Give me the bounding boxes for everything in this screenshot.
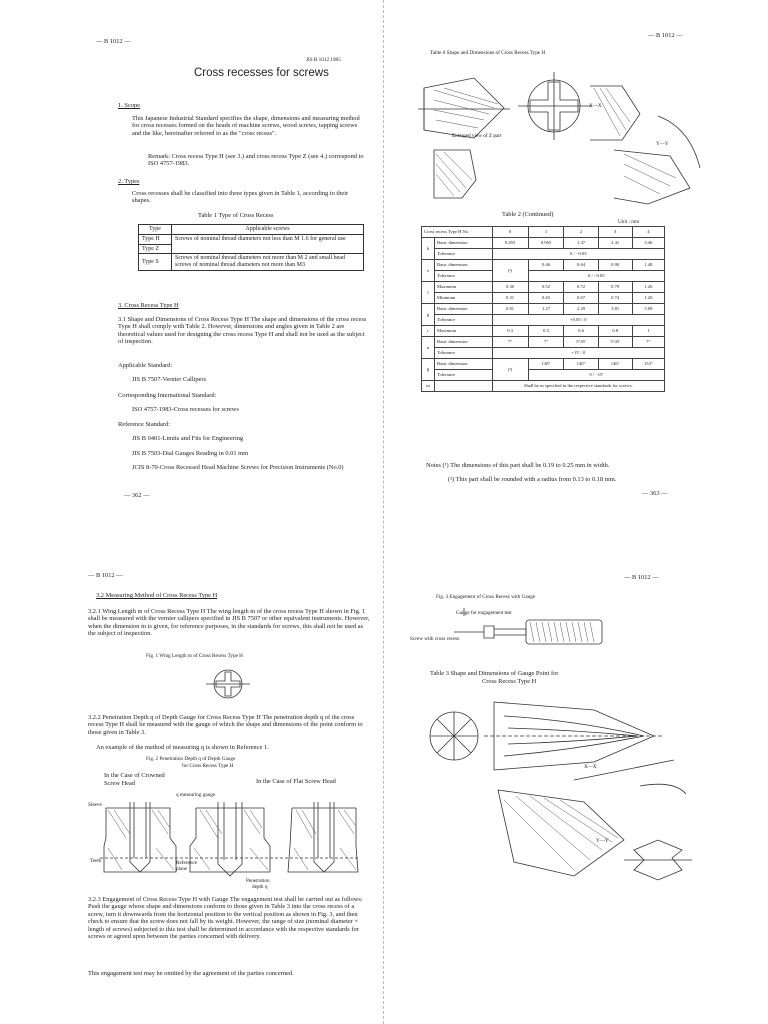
table2-cell: 1 xyxy=(632,326,664,337)
table3-caption-line1: Table 3 Shape and Dimensions of Gauge Point for xyxy=(430,670,559,677)
label-sleeve: Sleeve xyxy=(88,802,102,808)
table2-cell: 7° xyxy=(492,337,528,348)
table2-label xyxy=(435,381,493,392)
table2-cell: 7° xyxy=(528,337,564,348)
table2-cell: 2.29 xyxy=(564,304,598,315)
table2-cell: 0.3 xyxy=(492,326,528,337)
table-row xyxy=(139,254,364,271)
table2-cell: 0 / −0.03 xyxy=(492,249,664,260)
table2-cell: Shall be as specified in the respective standards for screws. xyxy=(492,381,664,392)
table2-col-2: 2 xyxy=(564,227,598,238)
table2-cell: 5°45' xyxy=(564,337,598,348)
table2-cell: 0 / −0.05 xyxy=(528,271,664,282)
page-365 xyxy=(384,512,768,1024)
section-scope-body: This Japanese Industrial Standard specifies the shape, dimensions and measuring method for cross recesses formed on the heads of machine screws, wood screws, tapping screws and the like, hereinafter referred to as the "cross recess". xyxy=(132,115,360,137)
table2-sym-b: b xyxy=(422,238,435,260)
table2-cell: 0.5 xyxy=(528,326,564,337)
table-row xyxy=(422,359,665,370)
page-364 xyxy=(0,512,384,1024)
table3-gauge-point-drawing xyxy=(424,690,714,890)
table2-cell: 153° xyxy=(632,359,664,370)
page-code: — B 1012 — xyxy=(96,38,131,45)
table2-cell: 140° xyxy=(564,359,598,370)
table2-head-type: Cross recess Type H No. xyxy=(422,227,493,238)
label-xx: X—X xyxy=(589,103,602,109)
label-reference-line1: Reference xyxy=(176,860,198,866)
label-crowned-line1: In the Case of Crowned xyxy=(104,772,165,779)
corresponding-standard: ISO 4757-1983-Cross recesses for screws xyxy=(132,406,239,413)
fig3-gauge-drawing xyxy=(454,612,614,652)
fig1-caption: Fig. 1 Wing Length m of Cross Recess Type H xyxy=(146,653,243,659)
table-row xyxy=(422,326,665,337)
applicable-standard: JIS B 7507-Vernier Callipers xyxy=(132,376,207,383)
applicable-label: Applicable Standard: xyxy=(118,362,173,369)
table-row xyxy=(422,238,665,249)
table2-header-row xyxy=(422,227,665,238)
reference-standard-2: JIS B 7503-Dial Gauges Reading in 0.01 mm xyxy=(132,450,249,457)
fig2-caption-line2: for Cross Recess Type H xyxy=(182,763,234,769)
table2-col-4: 4 xyxy=(632,227,664,238)
table3-caption-line2: Cross Recess Type H xyxy=(482,678,537,685)
table2-cell: 3.81 xyxy=(598,304,632,315)
table2-cell: 0.30 xyxy=(492,282,528,293)
table2-sym-f: f xyxy=(422,282,435,304)
label-penetration-line1: Penetration xyxy=(246,878,270,884)
note-1: Notes (¹) The dimensions of this part shall be 0.19 to 0.25 mm in width. xyxy=(426,462,610,469)
table-row xyxy=(422,260,665,271)
label-enlarged: Enlarged view of Z part xyxy=(452,133,502,139)
table1-type-s: Type S xyxy=(139,254,172,271)
table-row xyxy=(422,293,665,304)
section-3-1-body: 3.1 Shape and Dimensions of Cross Recess Type H The shape and dimensions of the cross recess Type H shall comply with Table 2. However, dimensions and angles given in Table 2 are theoretical values used for designing the cross recess Type H and shall not be used as the subject of inspection. xyxy=(118,316,367,346)
section-types-heading: 2. Types xyxy=(118,178,140,185)
table2-label: Tolerance xyxy=(435,249,493,260)
label-measuring-gauge: q measuring gauge xyxy=(176,792,216,798)
section-3-2-2-body: 3.2.2 Penetration Depth q of Depth Gauge for Cross Recess Type H The penetration depth q of the cross recess Type H shall be measured with the gauge of which the shape and dimensions of the point conform to those given in Table 3. xyxy=(88,714,363,736)
table1-header-row xyxy=(139,225,364,235)
table0-caption: Table 0 Shape and Dimensions of Cross Recess Type H xyxy=(430,50,546,56)
table2-cell: 3.46 xyxy=(632,238,664,249)
reference-standard-1: JIS B 0401-Limits and Fits for Engineering xyxy=(132,435,244,442)
table1-desc-hz: Screws of nominal thread diameters not less than M 1.6 for general use xyxy=(172,234,364,254)
table2-label: Tolerance xyxy=(435,370,493,381)
corresponding-label: Corresponding International Standard: xyxy=(118,392,217,399)
table2-cell: 1.47 xyxy=(564,238,598,249)
page-code: — B 1012 — xyxy=(624,574,659,581)
section-scope-heading: 1. Scope xyxy=(118,102,141,109)
table2-cell: 5.08 xyxy=(632,304,664,315)
label-flat-head: In the Case of Flat Screw Head xyxy=(256,778,336,785)
section-3-2-3-body: 3.2.3 Engagement of Cross Recess Type H with Gauge The engagement test shall be carried out as follows: Push the gauge whose shape and dimensions conform to those given in Table 3 into the cross recess of a screw, turn it downwards from the horizontal position to the vertical position as shown in Fig. 3, and then check to ensure that the screw does not fall by its weight. However, the range of size (nominal diameter × length of screws) subjected to this test shall be determined in accordance with the respective standards for screws or agreed upon between the parties concerned with delivery. xyxy=(88,896,363,941)
table2-cell: 1.20 xyxy=(632,293,664,304)
label-reference-line2: plane xyxy=(176,866,188,872)
table2-label: Maximum xyxy=(435,282,493,293)
table2-cell: 0.52 xyxy=(528,282,564,293)
table2-label: Basic dimension xyxy=(435,260,493,271)
table2 xyxy=(421,226,665,392)
table2-cell: 1.48 xyxy=(632,260,664,271)
table-row xyxy=(422,370,665,381)
table2-cell: (¹) xyxy=(492,260,528,282)
table2-label: Basic dimension xyxy=(435,238,493,249)
table2-cell: 0.74 xyxy=(598,293,632,304)
table2-unit: Unit : mm xyxy=(618,219,640,225)
table2-sym-alpha: α xyxy=(422,337,435,359)
table1-desc-s: Screws of nominal thread diameters not more than M 2 and small head screws of nominal thread diameters not more than M3 xyxy=(172,254,364,271)
table2-sym-g: g xyxy=(422,304,435,326)
table2-col-1: 1 xyxy=(528,227,564,238)
table2-cell: 1.26 xyxy=(632,282,664,293)
page-363 xyxy=(384,0,768,512)
fig2-caption-line1: Fig. 2 Penetration Depth q of Depth Gauge xyxy=(146,756,236,762)
table-row xyxy=(422,271,665,282)
table-row xyxy=(422,337,665,348)
fig2-gauge-drawing xyxy=(100,802,360,884)
table2-col-0: 0 xyxy=(492,227,528,238)
table-row xyxy=(139,234,364,244)
table2-cell: 0 / −15' xyxy=(528,370,664,381)
fig1-cross-recess-drawing xyxy=(206,666,250,702)
table2-cell: 1.27 xyxy=(528,304,564,315)
page-code: — B 1012 — xyxy=(648,32,683,39)
section-3-2-1-body: 3.2.1 Wing Length m of Cross Recess Type H The wing length m of the cross recess Type H shown in Fig. 1 shall be measured with the vernier callipers specified in JIS B 7507 or other equivalent instruments. However, when the dimension m is given, for reference purposes, in the standards for screws, this shall not be used as the subject of inspection. xyxy=(88,608,370,638)
section-3-2-3-last: This engagement test may be omitted by the agreement of the parties concerned. xyxy=(88,970,294,977)
table-row xyxy=(422,315,665,326)
note-2: (²) This part shall be rounded with a radius from 0.13 to 0.18 mm. xyxy=(448,476,617,483)
table2-label: Tolerance xyxy=(435,348,493,359)
table2-label: Maximum xyxy=(435,326,493,337)
page-title: Cross recesses for screws xyxy=(194,67,329,79)
table2-cell: 0.64 xyxy=(564,260,598,271)
table2-sym-m: m xyxy=(422,381,435,392)
page-number: — 363 — xyxy=(642,490,668,497)
table2-sym-beta: β xyxy=(422,359,435,381)
label-crowned-line2: Screw Head xyxy=(104,780,136,787)
label-penetration-line2: depth q xyxy=(252,884,268,890)
table2-label: Minimum xyxy=(435,293,493,304)
table2-label: Tolerance xyxy=(435,315,493,326)
table1-type-h: Type H xyxy=(139,234,172,244)
table2-cell: 2.41 xyxy=(598,238,632,249)
label-yy: Y—Y xyxy=(656,141,669,147)
table2-cell: 0.46 xyxy=(528,260,564,271)
label-screw: Screw with cross recess xyxy=(410,636,460,642)
label-gauge-test: Gauge for engagement test xyxy=(456,610,512,616)
table1-type-z: Type Z xyxy=(139,244,172,254)
table2-cell: +15' / 0 xyxy=(492,348,664,359)
table2-cell: 5°45' xyxy=(598,337,632,348)
table2-cell: 146° xyxy=(598,359,632,370)
reference-label: Reference Standard: xyxy=(118,421,170,428)
table2-cell: 0.81 xyxy=(492,304,528,315)
section-3-2-2-example: An example of the method of measuring q is shown in Reference 1. xyxy=(96,744,269,751)
table2-cell: 0.67 xyxy=(564,293,598,304)
label-xx: X—X xyxy=(584,764,597,770)
table2-cell: 0.79 xyxy=(598,282,632,293)
table-row xyxy=(422,282,665,293)
section-3-2-heading: 3.2 Measuring Method of Cross Recess Type H xyxy=(96,592,218,599)
table2-cell: (²) xyxy=(492,359,528,381)
table1-header-screws: Applicable screws xyxy=(172,225,364,235)
header-ref: JIS B 1012 1985 xyxy=(306,57,341,63)
table2-cell: 0.965 xyxy=(528,238,564,249)
fig3-caption: Fig. 3 Engagement of Cross Recess with Gauge xyxy=(436,594,536,600)
label-yy: Y—Y xyxy=(596,838,609,844)
page-362 xyxy=(0,0,384,512)
table2-cell: 0.455 xyxy=(492,238,528,249)
table2-label: Tolerance xyxy=(435,271,493,282)
table2-cell: 138° xyxy=(528,359,564,370)
table2-sym-e: e xyxy=(422,260,435,282)
table2-col-3: 3 xyxy=(598,227,632,238)
reference-standard-3: JCIS 8-70-Cross Recessed Head Machine Screws for Precision Instruments (No.0) xyxy=(132,464,344,471)
page-divider xyxy=(383,0,385,1024)
section-types-body: Cross recesses shall be classified into three types given in Table 1, according to their shapes. xyxy=(132,190,349,205)
table2-cell: 0.8 xyxy=(598,326,632,337)
table2-cell: 7° xyxy=(632,337,664,348)
table2-cell: 0.6 xyxy=(564,326,598,337)
table2-sym-r: r xyxy=(422,326,435,337)
table2-caption: Table 2 (Continued) xyxy=(502,211,554,218)
table2-label: Basic dimension xyxy=(435,304,493,315)
table2-cell: 0.90 xyxy=(598,260,632,271)
table2-cell: 0.31 xyxy=(492,293,528,304)
table1-caption: Table 1 Type of Cross Recess xyxy=(198,212,274,219)
table1-header-type: Type xyxy=(139,225,172,235)
table2-label: Basic dimension xyxy=(435,337,493,348)
table-row xyxy=(422,381,665,392)
section-scope-remark: Remark: Cross recess Type H (see 3.) and cross recess Type Z (see 4.) correspond to ISO 4757-1983. xyxy=(148,153,364,168)
table1 xyxy=(138,224,364,271)
page-number: — 362 — xyxy=(124,492,150,499)
table-row xyxy=(422,304,665,315)
table2-label: Basic dimension xyxy=(435,359,493,370)
page-code: — B 1012 — xyxy=(88,572,123,579)
table2-cell: 0.45 xyxy=(528,293,564,304)
table-row xyxy=(422,348,665,359)
table-row xyxy=(422,249,665,260)
label-teeth: Teeth xyxy=(90,858,102,864)
section-3-heading: 3. Cross Recess Type H xyxy=(118,302,179,309)
table2-cell: +0.05 / 0 xyxy=(492,315,664,326)
table2-cell: 0.72 xyxy=(564,282,598,293)
